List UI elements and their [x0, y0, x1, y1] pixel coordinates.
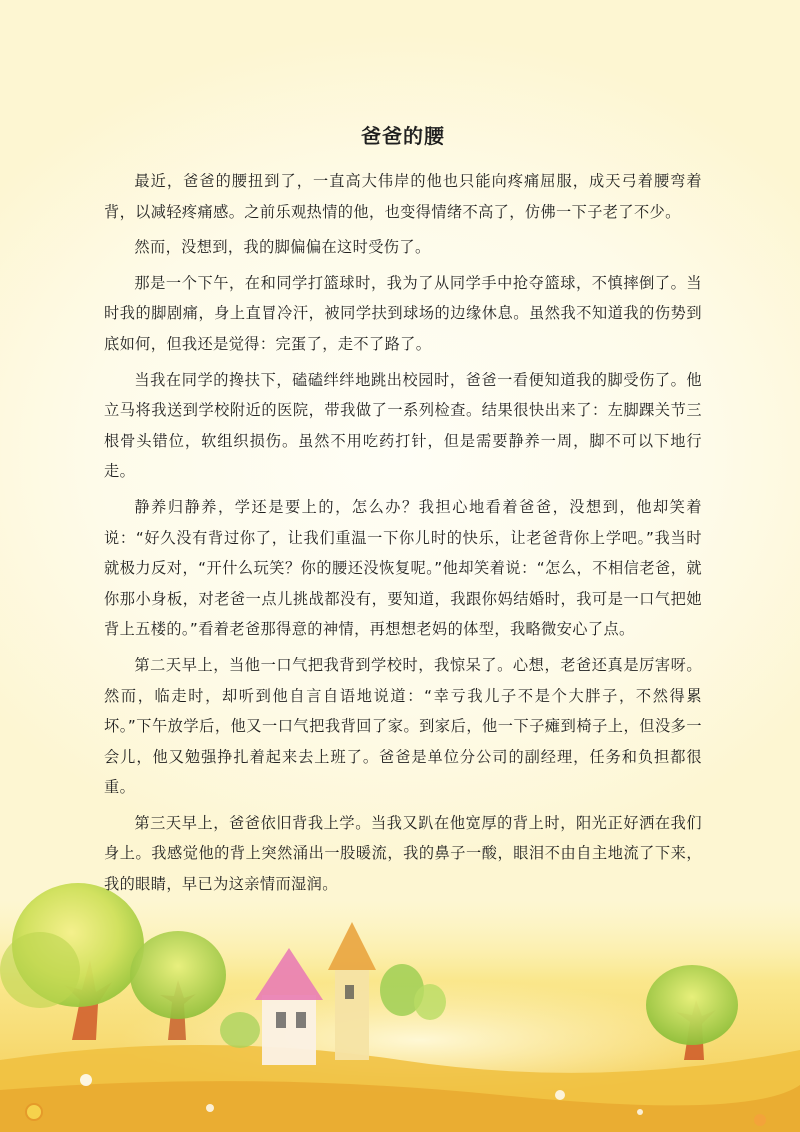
paragraph-6: 第二天早上，当他一口气把我背到学校时，我惊呆了。心想，老爸还真是厉害呀。然而，临走时，却听到他自言自语地说道：“幸亏我儿子不是个大胖子，不然得累坏。”下午放学后，他又一口气把我背回了家。到家后，他一下子瘫到椅子上，但没多一会儿，他又勉强挣扎着起来去上班了。爸爸是单位分公司的副经理，任务和负担都很重。	[104, 655, 702, 797]
paragraph-1: 最近，爸爸的腰扭到了，一直高大伟岸的他也只能向疼痛屈服，成天弓着腰弯着背，以减轻疼痛感。之前乐观热情的他，也变得情绪不高了，仿佛一下子老了不少。	[104, 172, 702, 221]
paragraph-3: 那是一个下午，在和同学打篮球时，我为了从同学手中抢夺篮球，不慎摔倒了。当时我的脚剧痛，身上直冒冷汗，被同学扶到球场的边缘休息。虽然我不知道我的伤势到底如何，但我还是觉得：完蛋了，走不了路了。	[104, 273, 702, 353]
paragraph-5: 静养归静养，学还是要上的，怎么办？我担心地看着爸爸，没想到，他却笑着说：“好久没有背过你了，让我们重温一下你儿时的快乐，让老爸背你上学吧。”我当时就极力反对，“开什么玩笑？你的腰还没恢复呢。”他却笑着说：“怎么，不相信老爸，就你那小身板，对老爸一点儿挑战都没有，要知道，我跟你妈结婚时，我可是一口气把她背上五楼的。”看着老爸那得意的神情，再想想老妈的体型，我略微安心了点。	[104, 497, 702, 639]
paragraph-4: 当我在同学的搀扶下，磕磕绊绊地跳出校园时，爸爸一看便知道我的脚受伤了。他立马将我送到学校附近的医院，带我做了一系列检查。结果很快出来了：左脚踝关节三根骨头错位，软组织损伤。虽然不用吃药打针，但是需要静养一周，脚不可以下地行走。	[104, 370, 702, 481]
paragraph-2: 然而，没想到，我的脚偏偏在这时受伤了。	[134, 238, 431, 257]
article-title: 爸爸的腰	[361, 124, 445, 148]
article	[104, 118, 702, 905]
paragraph-7: 第三天早上，爸爸依旧背我上学。当我又趴在他宽厚的背上时，阳光正好洒在我们身上。我感觉他的背上突然涌出一股暖流，我的鼻子一酸，眼泪不由自主地流了下来，我的眼睛，早已为这亲情而湿润。	[104, 813, 702, 894]
